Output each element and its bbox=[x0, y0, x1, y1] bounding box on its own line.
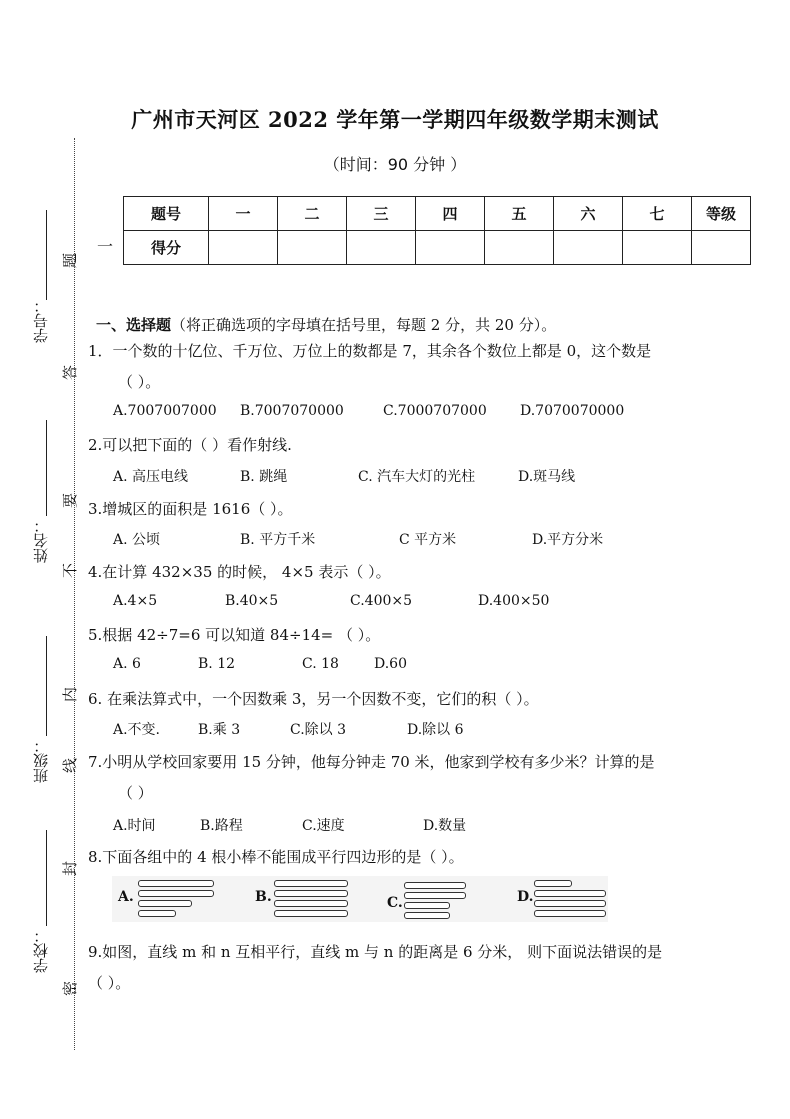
binding-dotted-line bbox=[74, 138, 75, 1050]
stick bbox=[274, 880, 348, 887]
header-cell: 四 bbox=[416, 197, 485, 231]
q8-option-b[interactable]: B. bbox=[255, 889, 272, 905]
q5-option-a[interactable]: A. 6 bbox=[113, 656, 141, 672]
student-id-line bbox=[46, 210, 47, 300]
stick bbox=[274, 900, 348, 907]
section-heading bbox=[96, 314, 556, 335]
q2-option-b[interactable]: B. 跳绳 bbox=[240, 469, 288, 485]
student-name-line bbox=[46, 420, 47, 516]
binding-char: 封 bbox=[61, 860, 80, 877]
stick-figures bbox=[112, 876, 608, 922]
q3-option-b[interactable]: B. 平方千米 bbox=[240, 532, 316, 548]
exam-duration: （时间：90 分钟 ） bbox=[323, 155, 467, 174]
question-4-text: 4.在计算 432×35 的时候， 4×5 表示（ ）。 bbox=[88, 563, 391, 581]
score-table bbox=[123, 196, 751, 265]
q2-option-c[interactable]: C. 汽车大灯的光柱 bbox=[358, 469, 476, 485]
binding-char: 不 bbox=[61, 562, 80, 579]
q2-option-d[interactable]: D.斑马线 bbox=[518, 469, 576, 485]
q1-option-a[interactable]: A.7007007000 bbox=[113, 403, 217, 419]
question-7-text: 7.小明从学校回家要用 15 分钟，他每分钟走 70 米，他家到学校有多少米？计算的是 bbox=[88, 753, 655, 771]
binding-char: 题 bbox=[61, 252, 80, 269]
header-cell: 等级 bbox=[692, 197, 751, 231]
question-9-blank: （ ）。 bbox=[88, 974, 131, 992]
school-label: 学校： bbox=[32, 928, 50, 973]
stick bbox=[138, 890, 214, 897]
question-1-blank: （ ）。 bbox=[118, 373, 161, 391]
score-cell[interactable] bbox=[692, 231, 751, 265]
stick bbox=[138, 910, 176, 917]
question-2-text: 2.可以把下面的（ ）看作射线. bbox=[88, 436, 292, 454]
q5-option-d[interactable]: D.60 bbox=[374, 656, 407, 672]
q4-option-d[interactable]: D.400×50 bbox=[478, 593, 550, 609]
header-cell: 二 bbox=[278, 197, 347, 231]
binding-char: 密 bbox=[61, 980, 80, 997]
binding-char: 要 bbox=[61, 492, 80, 509]
q5-option-b[interactable]: B. 12 bbox=[198, 656, 236, 672]
q7-option-a[interactable]: A.时间 bbox=[113, 818, 156, 834]
q6-option-b[interactable]: B.乘 3 bbox=[198, 722, 241, 738]
binding-char: 线 bbox=[61, 757, 80, 774]
section-instruction: （将正确选项的字母填在括号里，每题 2 分，共 20 分）。 bbox=[171, 316, 557, 334]
q5-option-c[interactable]: C. 18 bbox=[302, 656, 339, 672]
header-cell: 六 bbox=[554, 197, 623, 231]
binding-char: 答 bbox=[61, 364, 80, 381]
q1-option-d[interactable]: D.7070070000 bbox=[520, 403, 625, 419]
question-1-text: 1．一个数的十亿位、千万位、万位上的数都是 7，其余各个数位上都是 0，这个数是 bbox=[88, 342, 652, 360]
question-7-blank: （ ） bbox=[118, 784, 153, 802]
stick bbox=[138, 900, 192, 907]
question-8-text: 8.下面各组中的 4 根小棒不能围成平行四边形的是（ ）。 bbox=[88, 848, 464, 866]
stick bbox=[274, 890, 348, 897]
q3-option-c[interactable]: C 平方米 bbox=[399, 532, 457, 548]
stick bbox=[534, 910, 606, 917]
q4-option-b[interactable]: B.40×5 bbox=[225, 593, 279, 609]
page-title: 广州市天河区 2022 学年第一学期四年级数学期末测试 bbox=[131, 107, 659, 132]
stick bbox=[404, 902, 450, 909]
stick bbox=[138, 880, 214, 887]
score-cell[interactable] bbox=[416, 231, 485, 265]
q1-option-c[interactable]: C.7000707000 bbox=[383, 403, 487, 419]
header-cell: 五 bbox=[485, 197, 554, 231]
score-cell[interactable] bbox=[209, 231, 278, 265]
q4-option-c[interactable]: C.400×5 bbox=[350, 593, 413, 609]
q8-option-a[interactable]: A. bbox=[118, 889, 134, 905]
score-cell[interactable] bbox=[278, 231, 347, 265]
question-5-text: 5.根据 42÷7=6 可以知道 84÷14= （ ）。 bbox=[88, 626, 381, 644]
score-cell[interactable] bbox=[623, 231, 692, 265]
stick bbox=[404, 912, 450, 919]
q8-option-d[interactable]: D. bbox=[517, 889, 534, 905]
score-table-score-row bbox=[124, 231, 751, 265]
stick bbox=[534, 880, 572, 887]
q7-option-c[interactable]: C.速度 bbox=[302, 818, 345, 834]
header-cell: 一 bbox=[209, 197, 278, 231]
school-line bbox=[46, 830, 47, 926]
q8-option-c[interactable]: C. bbox=[387, 895, 403, 911]
score-table-header-row bbox=[124, 197, 751, 231]
binding-char: 内 bbox=[61, 686, 80, 703]
q7-option-d[interactable]: D.数量 bbox=[423, 818, 467, 834]
question-3-text: 3.增城区的面积是 1616（ ）。 bbox=[88, 500, 293, 518]
stick bbox=[274, 910, 348, 917]
q2-option-a[interactable]: A. 高压电线 bbox=[113, 469, 189, 485]
class-label: 班级： bbox=[32, 738, 50, 783]
stick bbox=[534, 890, 606, 897]
header-cell: 题号 bbox=[124, 197, 209, 231]
q3-option-d[interactable]: D.平方分米 bbox=[532, 532, 604, 548]
q6-option-a[interactable]: A.不变. bbox=[113, 722, 161, 738]
stick bbox=[404, 892, 466, 899]
score-cell[interactable] bbox=[347, 231, 416, 265]
score-cell[interactable] bbox=[554, 231, 623, 265]
q7-option-b[interactable]: B.路程 bbox=[200, 818, 243, 834]
stick bbox=[534, 900, 606, 907]
question-9-text: 9.如图，直线 m 和 n 互相平行，直线 m 与 n 的距离是 6 分米， 则下面说法错误的是 bbox=[88, 943, 663, 961]
class-line bbox=[46, 636, 47, 736]
header-cell: 七 bbox=[623, 197, 692, 231]
student-id-label: 学号： bbox=[32, 298, 50, 343]
header-cell: 三 bbox=[347, 197, 416, 231]
q6-option-c[interactable]: C.除以 3 bbox=[290, 722, 347, 738]
q4-option-a[interactable]: A.4×5 bbox=[113, 593, 158, 609]
margin-dash: 一 bbox=[97, 237, 114, 256]
q1-option-b[interactable]: B.7007070000 bbox=[240, 403, 344, 419]
stick bbox=[404, 882, 466, 889]
q3-option-a[interactable]: A. 公顷 bbox=[113, 532, 161, 548]
question-6-text: 6. 在乘法算式中，一个因数乘 3，另一个因数不变，它们的积（ ）。 bbox=[88, 690, 539, 708]
score-row-label: 得分 bbox=[124, 231, 209, 265]
student-name-label: 姓名： bbox=[32, 518, 50, 563]
q6-option-d[interactable]: D.除以 6 bbox=[407, 722, 464, 738]
section-title: 一、选择题 bbox=[96, 316, 172, 334]
score-cell[interactable] bbox=[485, 231, 554, 265]
